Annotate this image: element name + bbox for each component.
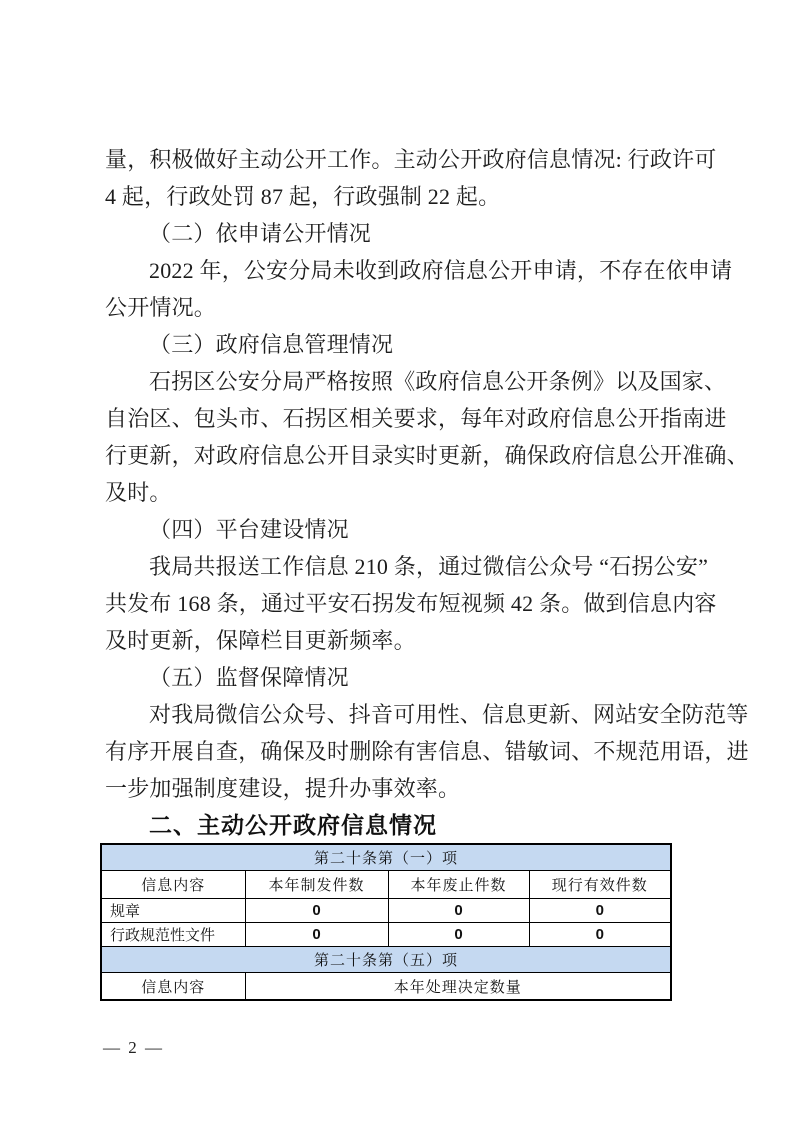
data-cell: 0: [388, 923, 529, 947]
column-header: 信息内容: [101, 871, 245, 899]
column-header: 现行有效件数: [529, 871, 671, 899]
body-line: 4 起，行政处罚 87 起，行政强制 22 起。: [105, 184, 501, 209]
body-line: 量，积极做好主动公开工作。主动公开政府信息情况: 行政许可: [105, 147, 717, 172]
body-line: 自治区、包头市、石拐区相关要求，每年对政府信息公开指南进: [105, 406, 727, 431]
table-section-title: 第二十条第（五）项: [101, 947, 671, 973]
body-line: 一步加强制度建设，提升办事效率。: [105, 776, 461, 801]
data-cell: 0: [245, 899, 388, 923]
row-label: 行政规范性文件: [101, 923, 245, 947]
data-cell: 0: [245, 923, 388, 947]
body-line: 及时。: [105, 480, 172, 505]
table-section-title: 第二十条第（一）项: [101, 844, 671, 871]
row-label: 规章: [101, 899, 245, 923]
section-heading: （四）平台建设情况: [149, 517, 349, 542]
table-row: [101, 844, 671, 871]
page-number: — 2 —: [103, 1038, 164, 1057]
column-header: 本年处理决定数量: [245, 973, 671, 1001]
body-line: 我局共报送工作信息 210 条，通过微信公众号 “石拐公安”: [149, 554, 709, 579]
table-row: [101, 947, 671, 973]
body-line: 共发布 168 条，通过平安石拐发布短视频 42 条。做到信息内容: [105, 591, 717, 616]
section-heading: （五）监督保障情况: [149, 665, 349, 690]
document-body: [105, 141, 749, 844]
data-cell: 0: [529, 923, 671, 947]
body-line: 有序开展自查，确保及时删除有害信息、错敏词、不规范用语，进: [105, 739, 749, 764]
table-row: [101, 923, 671, 947]
section-heading: （二）依申请公开情况: [149, 221, 372, 246]
data-cell: 0: [529, 899, 671, 923]
data-cell: 0: [388, 899, 529, 923]
disclosure-statistics-table: [100, 843, 672, 1001]
column-header: 本年废止件数: [388, 871, 529, 899]
table-row: [101, 899, 671, 923]
body-line: 2022 年，公安分局未收到政府信息公开申请，不存在依申请: [149, 258, 733, 283]
column-header: 信息内容: [101, 973, 245, 1001]
column-header: 本年制发件数: [245, 871, 388, 899]
table-row: [101, 973, 671, 1001]
section-heading: （三）政府信息管理情况: [149, 332, 394, 357]
body-line: 及时更新，保障栏目更新频率。: [105, 628, 416, 653]
body-line: 石拐区公安分局严格按照《政府信息公开条例》以及国家、: [149, 369, 727, 394]
body-line: 对我局微信公众号、抖音可用性、信息更新、网站安全防范等: [149, 702, 749, 727]
table-row: [101, 871, 671, 899]
chapter-heading: 二、主动公开政府信息情况: [149, 812, 437, 838]
body-line: 行更新，对政府信息公开目录实时更新，确保政府信息公开准确、: [105, 443, 749, 468]
body-line: 公开情况。: [105, 295, 217, 320]
